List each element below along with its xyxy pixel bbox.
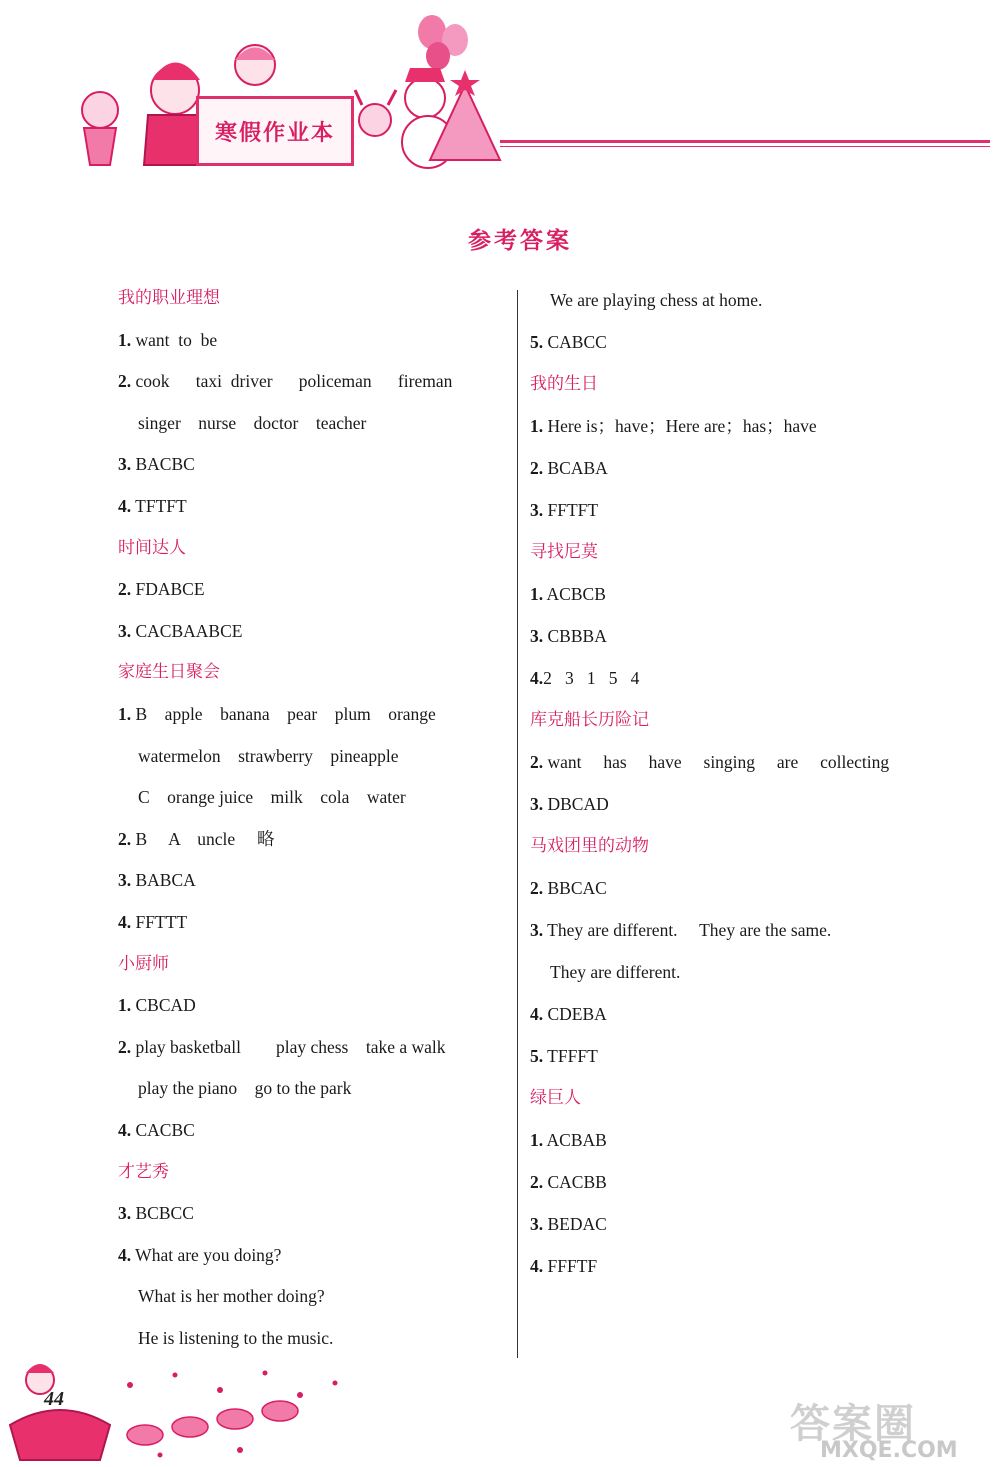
answer-text: ACBAB (543, 1130, 607, 1150)
answer-item (118, 994, 196, 1016)
header-rule (500, 140, 990, 143)
answer-text: They are different. (550, 962, 681, 982)
header-banner (70, 10, 990, 175)
answer-item (530, 583, 606, 605)
watermark-url: MXQE.COM (820, 1438, 958, 1463)
answer-text: BEDAC (543, 1214, 607, 1234)
answer-text: CBCAD (131, 995, 196, 1016)
item-number: 4. (118, 1244, 132, 1265)
section-heading: 寻找尼莫 (530, 542, 598, 562)
answer-continuation (138, 745, 398, 767)
answer-text: B A uncle 略 (131, 828, 275, 849)
answer-text: CACBC (131, 1120, 195, 1140)
answer-item (530, 625, 607, 647)
answer-continuation (550, 289, 762, 311)
answer-text: B apple banana pear plum orange (131, 704, 436, 724)
answer-item (118, 329, 217, 351)
item-number: 1. (118, 995, 132, 1016)
answer-text: TFFFT (543, 1046, 598, 1066)
answer-text: cook taxi driver policeman fireman (131, 371, 453, 392)
item-number: 4. (118, 1120, 132, 1140)
item-number: 1. (118, 329, 132, 350)
answer-text: What is her mother doing? (138, 1286, 325, 1307)
answer-item (118, 703, 436, 725)
answer-text: want has have singing are collecting (543, 752, 890, 772)
answer-item (118, 1036, 446, 1058)
item-number: 5. (530, 1046, 544, 1066)
section-heading: 家庭生日聚会 (118, 662, 220, 683)
item-number: 3. (530, 920, 544, 940)
answer-continuation (550, 961, 680, 983)
answer-item (530, 331, 607, 353)
section-heading: 库克船长历险记 (530, 710, 649, 730)
answer-text: CBBBA (543, 626, 607, 646)
header-rule-thin (500, 146, 990, 147)
item-number: 4. (530, 668, 544, 688)
item-number: 2. (530, 878, 544, 898)
item-number: 1. (530, 416, 544, 436)
answer-continuation (138, 1327, 333, 1349)
answer-text: want to be (131, 329, 218, 350)
answer-text: We are playing chess at home. (550, 290, 763, 310)
answer-text: Here is；have；Here are；has；have (543, 416, 817, 436)
item-number: 4. (118, 912, 132, 932)
answer-item (118, 911, 187, 933)
answer-text: play the piano go to the park (138, 1078, 352, 1099)
answer-item (118, 1119, 195, 1141)
answer-text: BCABA (543, 458, 608, 478)
answer-text: 2 3 1 5 4 (543, 668, 640, 688)
answer-text: FFTTT (131, 912, 188, 932)
answer-continuation (138, 786, 406, 808)
item-number: 1. (118, 704, 132, 724)
answer-text: FFFTF (543, 1256, 598, 1276)
item-number: 1. (530, 584, 544, 604)
answer-text: BCBCC (131, 1203, 194, 1224)
item-number: 3. (118, 620, 132, 641)
answer-item (530, 1171, 607, 1193)
answer-item (530, 877, 607, 899)
answer-continuation (138, 1077, 351, 1099)
answer-item (530, 793, 609, 815)
column-divider (517, 290, 518, 1358)
answer-text: TFTFT (131, 496, 187, 516)
answer-text: They are different. They are the same. (543, 920, 832, 940)
section-heading: 我的生日 (530, 374, 598, 394)
answer-item (530, 751, 889, 773)
answer-item (118, 578, 205, 600)
answer-item (118, 495, 187, 517)
item-number: 5. (530, 332, 544, 352)
item-number: 2. (118, 1036, 132, 1057)
page-number: 44 (44, 1388, 64, 1410)
section-heading: 绿巨人 (530, 1088, 581, 1108)
book-title-box: 寒假作业本 (196, 96, 354, 166)
item-number: 3. (118, 1203, 132, 1224)
answer-text: CDEBA (543, 1004, 607, 1024)
item-number: 1. (530, 1130, 544, 1150)
answer-item (118, 370, 452, 392)
answer-item (118, 453, 195, 475)
item-number: 3. (530, 794, 544, 814)
watermark-logo: 答案圈 (790, 1401, 916, 1447)
answer-item (118, 869, 196, 891)
item-number: 3. (118, 870, 132, 891)
item-number: 4. (118, 496, 132, 516)
answer-text: CABCC (543, 332, 607, 352)
section-heading: 时间达人 (118, 537, 186, 558)
answer-item (530, 919, 831, 941)
answer-item (530, 1129, 607, 1151)
page-heading: 参考答案 (468, 228, 572, 254)
answer-item (530, 499, 598, 521)
answer-item (118, 1244, 281, 1266)
answer-text: C orange juice milk cola water (138, 787, 406, 808)
answer-continuation (138, 412, 366, 434)
section-heading: 我的职业理想 (118, 288, 220, 308)
item-number: 3. (530, 626, 544, 646)
answer-text: What are you doing? (131, 1244, 282, 1265)
answer-item (118, 1202, 194, 1224)
answer-text: BACBC (131, 454, 195, 475)
answer-text: CACBB (543, 1172, 607, 1192)
item-number: 2. (530, 458, 544, 478)
item-number: 2. (118, 828, 132, 849)
item-number: 3. (530, 500, 544, 520)
answer-text: BABCA (131, 870, 196, 891)
answer-text: DBCAD (543, 794, 609, 814)
item-number: 3. (118, 454, 132, 475)
answer-text: CACBAABCE (131, 620, 243, 641)
answer-item (530, 1213, 607, 1235)
item-number: 2. (530, 1172, 544, 1192)
answer-text: watermelon strawberry pineapple (138, 745, 399, 766)
answer-text: BBCAC (543, 878, 607, 898)
item-number: 2. (118, 579, 132, 600)
answer-text: FDABCE (131, 579, 205, 600)
answer-item (530, 457, 608, 479)
answer-item (118, 828, 275, 850)
answer-text: FFTFT (543, 500, 599, 520)
section-heading: 小厨师 (118, 953, 169, 974)
section-heading: 马戏团里的动物 (530, 836, 649, 856)
answer-item (530, 667, 639, 689)
answer-item (530, 1255, 597, 1277)
answer-item (530, 1045, 598, 1067)
answer-item (530, 415, 817, 437)
item-number: 2. (118, 371, 132, 392)
answer-text: He is listening to the music. (138, 1328, 334, 1348)
item-number: 4. (530, 1004, 544, 1024)
answer-item (118, 620, 242, 642)
answer-continuation (138, 1285, 325, 1307)
answer-item (530, 1003, 607, 1025)
section-heading: 才艺秀 (118, 1161, 169, 1182)
item-number: 2. (530, 752, 544, 772)
item-number: 3. (530, 1214, 544, 1234)
answer-text: play basketball play chess take a walk (131, 1036, 446, 1057)
answer-text: singer nurse doctor teacher (138, 412, 367, 433)
item-number: 4. (530, 1256, 544, 1276)
answer-text: ACBCB (543, 584, 606, 604)
